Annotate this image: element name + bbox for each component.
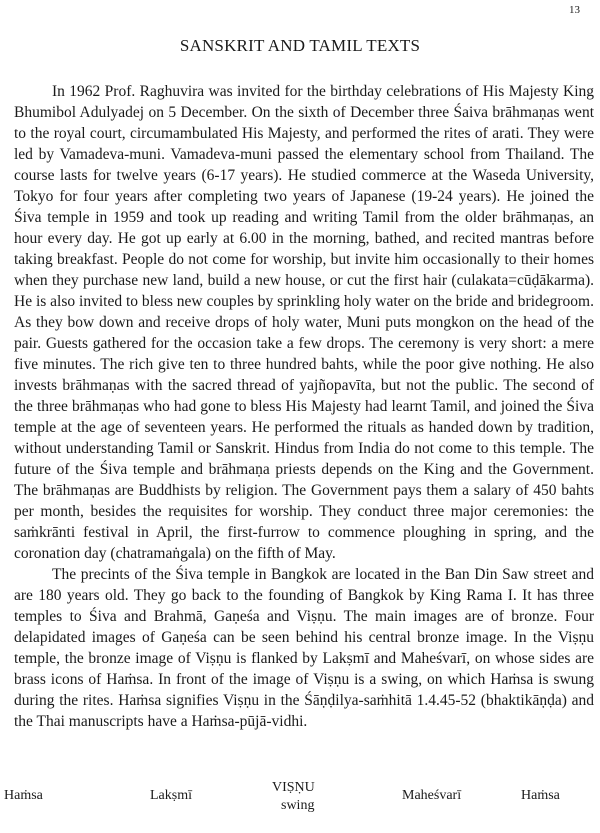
diagram-hamsa-right: Haṁsa — [521, 788, 560, 803]
diagram-maheshvari: Maheśvarī — [402, 788, 462, 803]
diagram-swing: swing — [281, 798, 315, 813]
page-number: 13 — [569, 4, 580, 16]
page-title: SANSKRIT AND TAMIL TEXTS — [179, 36, 421, 55]
diagram-hamsa-left: Haṁsa — [4, 788, 43, 803]
body-text — [14, 81, 594, 732]
diagram-lakshmi: Lakṣmī — [150, 788, 192, 803]
paragraph-2: The precints of the Śiva temple in Bangkok are located in the Ban Din Saw street and are 180 years old. They go back to the founding of Bangkok by King Rama I. It has three temples to Śiva and Brahmā, Gaṇeśa and Viṣṇu. The main images are of bronze. Four delapidated images of Gaṇeśa can be seen behind his central bronze image. In the Viṣṇu temple, the bronze image of Viṣṇu is flanked by Lakṣmī and Maheśvarī, on whose sides are brass icons of Haṁsa. In front of the image of Viṣṇu is a swing, on which Haṁsa is swung during the rites. Haṁsa signifies Viṣṇu in the Śāṇḍilya-saṁhitā 1.4.45-52 (bhaktikāṇḍa) and the Thai manuscripts have a Haṁsa-pūjā-vidhi. — [14, 566, 594, 730]
diagram-vishnu: VIṢṆU — [272, 780, 315, 795]
temple-layout-diagram — [0, 770, 600, 830]
paragraph-1: In 1962 Prof. Raghuvira was invited for the birthday celebrations of His Majesty King Bhumibol Adulyadej on 5 December. On the sixth of December three Śaiva brāhmaṇas went to the royal court, circumambulated His Majesty, and performed the rites of arati. They were led by Vamadeva-muni. Vamadeva-muni passed the elementary school from Thailand. The course lasts for twelve years (6-17 years). He studied commerce at the Waseda University, Tokyo for four years after completing two years of Japanese (19-24 years). He joined the Śiva temple in 1959 and took up reading and writing Tamil from the older brāhmaṇas, an hour every day. He got up early at 6.00 in the morning, bathed, and recited mantras before taking breakfast. People do not come for worship, but invite him occasionally to their homes when they purchase new land, build a new house, or cut the first hair (culakata=cūḍākarma). He is also invited to bless new couples by sprinkling holy water on the bride and bridegroom. As they bow down and receive drops of holy water, Muni puts mongkon on the head of the pair. Guests gathered for the occasion take a few drops. The ceremony is very short: a mere five minutes. The rich give ten to three hundred bahts, while the poor give nothing. He also invests brāhmaṇas with the sacred thread of yajñopavīta, but not the public. The second of the three brāhmaṇas who had gone to bless His Majesty had learnt Tamil, and joined the Śiva temple at the age of seventeen years. He performed the rituals as handed down by tradition, without understanding Tamil or Sanskrit. Hindus from India do not come to this temple. The future of the Śiva temple and brāhmaṇa priests depends on the King and the Government. The brāhmaṇas are Buddhists by religion. The Government pays them a salary of 450 bahts per month, besides the requisites for worship. They conduct three major ceremonies: the saṁkrānti festival in April, the first-furrow to commence ploughing in spring, and the coronation day (chatramaṅgala) on the fifth of May. — [14, 83, 594, 562]
